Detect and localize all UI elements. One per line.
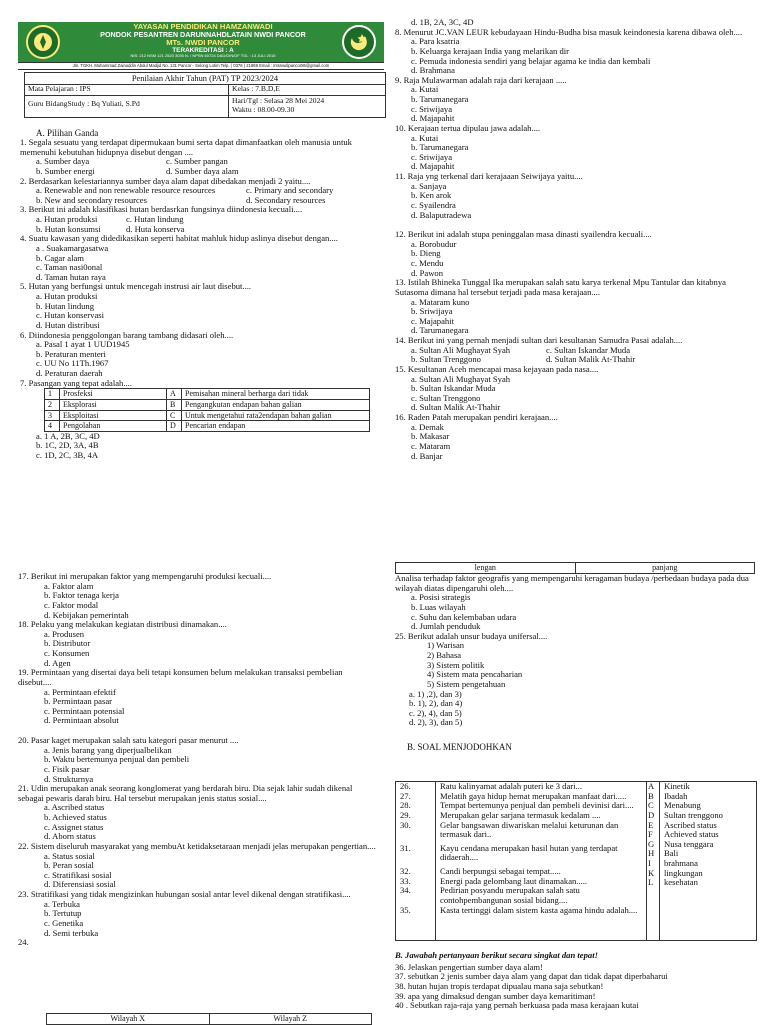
info-divider bbox=[25, 95, 385, 96]
question-6: 6. Diindonesia penggolongan barang tambang didasari oleh.... bbox=[20, 329, 234, 340]
matching-table bbox=[395, 781, 757, 941]
accreditation: TERAKREDITASI : A bbox=[172, 47, 234, 54]
table-row: 2 Eksplorasi B Pengangkutan endapan bahan galian bbox=[45, 399, 370, 410]
question-14: 14. Berikut ini yang pernah menjadi sultan dari kesultanan Samudra Pasai adalah.... bbox=[395, 335, 683, 345]
option: b. Sultan Iskandar Muda bbox=[411, 383, 496, 394]
essay-question: 38. hutan hujan tropis terdapat dipualau mana saja sebutkan! bbox=[395, 980, 604, 991]
question-3: 3. Berikut ini adalah klasifikasi hutan berdasrkan fungsinya diindonesia kecuali.... bbox=[20, 204, 303, 215]
question-24: Analisa terhadap faktor geografis yang mempengaruhi keragaman budaya /perbedaan budaya pada dua wilayah diatas dipengaruhi oleh.... bbox=[395, 573, 749, 593]
question-1-options: a. Sumber daya c. Sumber pangan bbox=[36, 156, 228, 167]
matching-answer: C Menabung bbox=[648, 800, 701, 811]
matching-row: 35. Kasta tertinggi dalam sistem kasta agama hindu adalah.... bbox=[400, 904, 638, 915]
question-4: 4. Suatu kawasan yang didedikasikan seperti habitat mahluk hidup aslinya disebut dengan.... bbox=[20, 233, 338, 244]
option: b. Tertutup bbox=[44, 908, 82, 919]
question-14-options: a. Sultan Ali Mughayat Syah c. Sultan Iskandar Muda bbox=[411, 344, 631, 355]
left-column-bottom bbox=[18, 572, 378, 948]
option: b. Dieng bbox=[411, 248, 441, 259]
matching-row: 31. Kayu cendana merupakan hasil hutan yang terdapat didaerah.... bbox=[400, 842, 618, 863]
question-5: 5. Hutan yang berfungsi untuk mencegah instrusi air laut disebut.... bbox=[20, 281, 252, 292]
option: b. Faktor tenaga kerja bbox=[44, 590, 119, 601]
matching-row: 32. Candi berpungsi sebagai tempat..... bbox=[400, 866, 561, 876]
option: c. Mataram bbox=[411, 440, 451, 451]
question-7: 7. Pasangan yang tepat adalah.... bbox=[20, 377, 132, 388]
essay-question: 37. sebutkan 2 jenis sumber daya alam yang dapat dan tidak dapat diperbaharui bbox=[395, 971, 668, 982]
option: d. Taman hutan raya bbox=[36, 271, 106, 282]
option: b. Makasar bbox=[411, 431, 450, 442]
question-7-table bbox=[44, 388, 370, 431]
option: a. Sultan Ali Mughayat Syah bbox=[411, 373, 511, 384]
matching-row: 26. Ratu kalinyamat adalah puteri ke 3 dari... bbox=[400, 781, 582, 791]
option: a. Ascribed status bbox=[44, 802, 105, 813]
option: c. Permintaan potensial bbox=[44, 705, 125, 716]
matching-row: 28. Tempat bertemunya penjual dan pembeli devinisi dari.... bbox=[400, 800, 634, 811]
question-24-table-row bbox=[395, 562, 755, 574]
matching-divider bbox=[646, 782, 647, 940]
option: a. Produsen bbox=[44, 628, 85, 639]
option: a. 1 A, 2B, 3C, 4D bbox=[36, 430, 100, 441]
school-address: Jln. TGKH. Muhammad Zainuddin Abdul Madjid No. 131 Pancor - Selong Lotim Telp. ( 0376 ) 21969 Email : mtsnwdipancor86@gmail.com bbox=[18, 62, 384, 70]
essay-section bbox=[395, 951, 757, 1011]
option: d. Majapahit bbox=[411, 161, 455, 172]
question-20: 20. Pasar kaget merupakan salah satu kategori pasar menurut .... bbox=[18, 735, 239, 745]
option: c. UU No 11Th.1967 bbox=[36, 358, 109, 369]
option: d. Semi terbuka bbox=[44, 927, 99, 938]
option: a. Jenis barang yang diperjualbelikan bbox=[44, 744, 172, 755]
question-23: 23. Stratifikasi yang tidak mengizinkan hubungan sosial antar level dikenal dengan stratifikasi.... bbox=[18, 889, 351, 899]
matching-questions bbox=[396, 782, 646, 915]
school-letterhead bbox=[18, 22, 384, 62]
option: a. Permintaan efektif bbox=[44, 686, 116, 697]
option: c. Assignet status bbox=[44, 821, 104, 832]
option: d. Banjar bbox=[411, 450, 443, 461]
school-logo-left-icon bbox=[24, 24, 62, 60]
table-row: 3 Eksploitasi C Untuk mengetahui rata2endapan bahan galian bbox=[45, 410, 370, 421]
matching-answer: B Ibadah bbox=[648, 790, 688, 801]
essay-question: 40 . Sebutkan raja-raja yang pernah berkuasa pada masa kerajaan kutai bbox=[395, 1000, 639, 1011]
option: a. Kutai bbox=[411, 132, 439, 143]
option: c. Hutan konservasi bbox=[36, 310, 105, 321]
list-item: 2) Bahasa bbox=[427, 650, 462, 660]
section-a-title: A. Pilihan Ganda bbox=[36, 128, 99, 138]
table-row: 1 Prosfeksi A Pemisahan mineral berharga dari tidak bbox=[45, 389, 370, 400]
option: c. Stratifikasi sosial bbox=[44, 869, 112, 880]
section-b-title: B. SOAL MENJODOHKAN bbox=[407, 742, 512, 752]
option: b. 1), 2), dan 4) bbox=[409, 698, 463, 709]
option: d. Pawon bbox=[411, 267, 443, 278]
option: d. Diferensiasi sosial bbox=[44, 879, 116, 890]
question-9: 9. Raja Mulawarman adalah raja dari kerajaan ..... bbox=[395, 74, 567, 85]
matching-answer: F Achieved status bbox=[648, 829, 719, 840]
option: a. Terbuka bbox=[44, 898, 80, 909]
matching-answer: H Bali bbox=[648, 848, 679, 859]
question-8: 8. Menurut JC.VAN LEUR kebudayaan Hindu-Budha bisa masuk keindonesia karena dibawa oleh.... bbox=[395, 26, 743, 37]
option: c. Pemuda indonesia sendiri yang belajar agama ke india dan kembali bbox=[411, 55, 651, 66]
question-12: 12. Berikut ini adalah stupa peninggalan masa dinasti syailendra kecuali.... bbox=[395, 229, 652, 240]
option: a. 1) ,2), dan 3) bbox=[409, 688, 462, 699]
info-divider-vertical bbox=[228, 84, 229, 117]
option: b. Tarumanegara bbox=[411, 94, 469, 104]
question-24-table-header bbox=[46, 1013, 372, 1025]
matching-answer: G Nusa tenggara bbox=[648, 838, 714, 849]
question-2-options: a. Renewable and non renewable resource resources c. Primary and secondary bbox=[36, 185, 334, 196]
matching-row: 33. Energi pada gelombang laut dinamakan..... bbox=[400, 875, 588, 886]
option: b. Luas wilayah bbox=[411, 601, 466, 612]
option: b. Peran sosial bbox=[44, 860, 94, 871]
matching-answer: D Sultan trenggono bbox=[648, 809, 723, 820]
option: b. Permintaan pasar bbox=[44, 696, 113, 707]
option: c. 2), 4), dan 5) bbox=[409, 707, 462, 718]
question-16: 16. Raden Patah merupakan pendiri kerajaan.... bbox=[395, 412, 558, 422]
option: b. Sriwijaya bbox=[411, 306, 453, 317]
question-17: 17. Berikut ini merupakan faktor yang mempengaruhi produksi kecuali.... bbox=[18, 571, 272, 581]
question-25: 25. Berikut adalah unsur budaya unifersal.... bbox=[395, 630, 548, 641]
question-1: 1. Segala sesuatu yang terdapat dipermukaan bumi serta dapat dimanfaatkan oleh manusia untuk memenuhi kebutuhan hidupnya disebut dengan .... bbox=[20, 137, 352, 157]
option: d. Strukturnya bbox=[44, 773, 94, 784]
school-logo-right-icon bbox=[340, 24, 378, 60]
option: d. Brahmana bbox=[411, 65, 455, 76]
option: d. Kebijakan pemerintah bbox=[44, 609, 129, 620]
option: d. Hutan distribusi bbox=[36, 319, 100, 330]
question-22: 22. Sistem diseluruh masyarakat yang membuAt ketidaksetaraan menjadi jelas merupakan pengertian.... bbox=[18, 840, 376, 851]
matching-row: 29. Merupakan gelar sarjana termasuk kedalam .... bbox=[400, 809, 601, 820]
option: c. Suhu dan kelembaban udara bbox=[411, 611, 517, 622]
question-13: 13. Istilah Bhineka Tunggal Ika merupakan salah satu karya terkenal Mpu Tantular dan kitabnya Sutasoma dimana hal tersebut terjadi pada masa kerajaan.... bbox=[395, 277, 726, 297]
list-item: 4) Sistem mata pencaharian bbox=[427, 669, 523, 680]
list-item: 5) Sistem pengetahuan bbox=[427, 678, 506, 689]
option: d. 1B, 2A, 3C, 4D bbox=[411, 17, 474, 27]
list-item: 3) Sistem politik bbox=[427, 659, 485, 670]
matching-answer: K lingkungan bbox=[648, 867, 703, 878]
option: c. Konsumen bbox=[44, 648, 90, 658]
option: b. Waktu bertemunya penjual dan pembeli bbox=[44, 754, 190, 765]
essay-question: 36. Jelaskan pengertian sumber daya alam! bbox=[395, 961, 543, 972]
option: b. Hutan lindung bbox=[36, 300, 95, 311]
list-item: 1) Warisan bbox=[427, 640, 465, 651]
question-24-number: 24. bbox=[18, 937, 29, 948]
matching-answer: A Kinetik bbox=[648, 781, 690, 791]
matching-answer: E Ascribed status bbox=[648, 819, 717, 830]
option: d. Majapahit bbox=[411, 113, 455, 124]
exam-teacher: Guru BidangStudy : Bq Yuliati, S.Pd bbox=[28, 99, 140, 108]
question-2: 2. Berdasarkan kelestariannya sumber daya alam dapat dibedakan menjadi 2 yaitu.... bbox=[20, 175, 311, 186]
option: c. Fisik pasar bbox=[44, 763, 90, 774]
option: b. 1C, 2D, 3A, 4B bbox=[36, 440, 99, 451]
table-row: lengan panjang bbox=[396, 563, 755, 574]
option: a. Hutan produksi bbox=[36, 291, 98, 302]
option: a. Posisi strategis bbox=[411, 592, 471, 603]
table-row: Wilayah X Wilayah Z bbox=[47, 1014, 372, 1025]
option: a . Suakamargasatwa bbox=[36, 242, 109, 253]
option: a. Sanjaya bbox=[411, 180, 447, 191]
option: b. Tarumanegara bbox=[411, 142, 469, 153]
exam-info-box bbox=[24, 72, 386, 118]
option: d. Sultan Malik At-Thahir bbox=[411, 402, 501, 413]
matching-row: 34. Pedirian posyandu merupakan salah satu contohpembangunan sosial bidang.... bbox=[400, 885, 580, 905]
option: d. Tarumanegara bbox=[411, 325, 469, 336]
option: d. Permintaan absolut bbox=[44, 715, 119, 726]
question-3-options: a. Hutan produksi c. Hutan lindung bbox=[36, 214, 184, 225]
school-line: PONDOK PESANTREN DARUNNAHDLATAIN NWDI PANCOR bbox=[100, 30, 306, 39]
essay-question: 39. apa yang dimaksud dengan sumber daya kemaritiman! bbox=[395, 990, 596, 1001]
matching-row: 30. Gelar bangsawan diwariskan melalui keturunan dan termasuk dari.. bbox=[400, 819, 619, 840]
table-row: 4 Pengolahan D Pencarian endapan bbox=[45, 421, 370, 432]
option: c. Syailendra bbox=[411, 199, 456, 210]
option: a. Status sosial bbox=[44, 850, 95, 861]
matching-row: 27. Melatih gaya hidup hemat merupakan manfaat dari..... bbox=[400, 790, 627, 801]
option: b. Cagar alam bbox=[36, 252, 84, 263]
question-15: 15. Kesultanan Aceh mencapai masa kejayaan pada nasa.... bbox=[395, 363, 599, 374]
question-21: 21. Udin merupakan anak seorang konglomerat yang berdarah biru. Dia sejak lahir sudah dikenal sebagai pewaris darah biru. Hal tersebut merupakan jenis status sosial.... bbox=[18, 783, 353, 803]
option: b. Peraturan menteri bbox=[36, 348, 106, 359]
right-column-bottom bbox=[395, 574, 757, 762]
exam-subject: Mata Pelajaran : IPS bbox=[28, 84, 91, 93]
option: c. Faktor modal bbox=[44, 599, 99, 610]
option: c. Majapahit bbox=[411, 315, 454, 326]
option: a. Pasal 1 ayat 1 UUD1945 bbox=[36, 339, 130, 350]
option: a. Kutai bbox=[411, 84, 439, 95]
school-name: MTs. NWDI PANCOR bbox=[166, 38, 240, 47]
option: c. Mendu bbox=[411, 258, 444, 268]
option: c. Taman nasi0onal bbox=[36, 262, 103, 273]
option: c. 1D, 2C, 3B, 4A bbox=[36, 449, 99, 460]
option: c. Genetika bbox=[44, 917, 84, 928]
option: d. Balaputradewa bbox=[411, 209, 472, 220]
exam-date: Hari/Tgl : Selasa 28 Mei 2024 bbox=[232, 96, 325, 105]
matching-answer: I brahmana bbox=[648, 858, 698, 868]
option: a. Para ksatria bbox=[411, 36, 460, 47]
exam-time: Waktu : 08.00-09.30 bbox=[232, 105, 295, 114]
school-numbers: NIS: 212 NSM 121 2520 3035 N. / NPSN 60724 DAD/DIN/DF TGL : 13 JULI 2015 bbox=[130, 53, 276, 58]
option: a. Mataram kuno bbox=[411, 296, 470, 307]
question-10: 10. Kerajaan tertua dipulau jawa adalah.... bbox=[395, 122, 541, 133]
left-column-top: A. Pilihan Ganda 1. Segala sesuatu yang terdapat dipermukaan bumi serta dapat dimanfaatkan oleh manusia untuk memenuhi kebutuhan hidupnya disebut dengan .... a. Sumber daya c. Sumber pangan b. Sumber energi d. Sumber daya alam 2. Berdasarkan kelestariannya sumber daya alam dapat dibedakan menjadi 2 yaitu.... a. Renewable and non renewable resource resources c. Primary and secondary b. New and secondary resources d. Secondary resources 3. Berikut ini adalah klasifikasi hutan berdasrkan fungsinya diindonesia kecuali.... a. Hutan produksi c. Hutan lindung b. Hutan konsumsi d. Huta konserva 4. Suatu kawasan yang didedikasikan seperti habitat mahluk hidup aslinya disebut dengan.... a . Suakamargasatwa b. Cagar alam c. Taman nasi0onal d. Taman hutan raya 5. Hutan yang berfungsi untuk mencegah instrusi air laut disebut.... a. Hutan produksi b. Hutan lindung c. Hutan konservasi d. Hutan distribusi 6. Diindonesia penggolongan barang tambang didasari oleh.... a. Pasal 1 ayat 1 UUD1945 b. Peraturan menteri c. UU No 11Th.1967 d. Peraturan daerah 7. Pasangan yang tepat adalah.... 1 Prosfeksi A Pemisahan mineral berharga dari tidak 2 Eksplorasi B Pengangkutan endapan bahan galian 3 Eksploitasi C Untuk mengetahui rata2endapan bahan galian 4 Pengolahan D Pencarian endapan a. 1 A, 2B, 3C, 4D b. 1C, 2D, 3A, 4B c. 1D, 2C, 3B, 4A bbox=[20, 128, 380, 461]
option: d. Jumlah penduduk bbox=[411, 621, 481, 632]
option: c. Sultan Trenggono bbox=[411, 392, 481, 403]
question-19: 19. Permintaan yang disertai daya beli tetapi konsumen belum melakukan transaksi pembelian disebut.... bbox=[18, 667, 343, 687]
exam-title: Penilaian Akhir Tahun (PAT) TP 2023/2024 bbox=[25, 73, 385, 85]
option: d. Aborn status bbox=[44, 831, 96, 842]
question-18: 18. Pelaku yang melakukan kegiatan distribusi dinamakan.... bbox=[18, 619, 227, 630]
option: d. 2), 3), dan 5) bbox=[409, 717, 463, 728]
foundation-name: YAYASAN PENDIDIKAN HAMZANWADI bbox=[133, 22, 273, 31]
option: b. Ken arok bbox=[411, 190, 452, 201]
option: a. Borobudur bbox=[411, 238, 457, 249]
matching-answer: L kesehatan bbox=[648, 877, 698, 888]
section-c-title: B. Jawabah pertanyaan berikut secara singkat dan tepat! bbox=[395, 950, 598, 960]
option: d. Peraturan daerah bbox=[36, 368, 103, 379]
option: a. Demak bbox=[411, 421, 444, 432]
option: d. Agen bbox=[44, 657, 71, 668]
option: c. Sriwijaya bbox=[411, 103, 453, 114]
option: c. Sriwijaya bbox=[411, 151, 453, 162]
option: b. Distributor bbox=[44, 638, 91, 649]
option: b. Achieved status bbox=[44, 812, 107, 822]
option: a. Faktor alam bbox=[44, 580, 94, 591]
exam-class: Kelas : 7.B,D,E bbox=[232, 84, 280, 93]
matching-answers bbox=[648, 782, 754, 888]
option: b. Keluarga kerajaan India yang melarikan dir bbox=[411, 45, 570, 56]
question-11: 11. Raja yng terkenal dari kerajaaan Seiwijaya yaitu.... bbox=[395, 171, 583, 181]
right-column-top: d. 1B, 2A, 3C, 4D 8. Menurut JC.VAN LEUR kebudayaan Hindu-Budha bisa masuk keindonesia karena dibawa oleh.... a. Para ksatria b. Keluarga kerajaan India yang melarikan dir c. Pemuda indonesia sendiri yang belajar agama ke india dan kembali d. Brahmana 9. Raja Mulawarman adalah raja dari kerajaan ..... a. Kutai b. Tarumanegara c. Sriwijaya d. Majapahit 10. Kerajaan tertua dipulau jawa adalah.... a. Kutai b. Tarumanegara c. Sriwijaya d. Majapahit 11. Raja yng terkenal dari kerajaaan Seiwijaya yaitu.... a. Sanjaya b. Ken arok c. Syailendra d. Balaputradewa 12. Berikut ini adalah stupa peninggalan masa dinasti syailendra kecuali.... a. Borobudur b. Dieng c. Mendu d. Pawon 13. Istilah Bhineka Tunggal Ika merupakan salah satu karya terkenal Mpu Tantular dan kitabnya Sutasoma dimana hal tersebut terjadi pada masa kerajaan.... a. Mataram kuno b. Sriwijaya c. Majapahit d. Tarumanegara 14. Berikut ini yang pernah menjadi sultan dari kesultanan Samudra Pasai adalah.... a. Sultan Ali Mughayat Syah c. Sultan Iskandar Muda b. Sultan Trenggono d. Sultan Malik At-Thahir 15. Kesultanan Aceh mencapai masa kejayaan pada nasa.... a. Sultan Ali Mughayat Syah b. Sultan Iskandar Muda c. Sultan Trenggono d. Sultan Malik At-Thahir 16. Raden Patah merupakan pendiri kerajaan.... a. Demak b. Makasar c. Mataram d. Banjar bbox=[395, 18, 755, 461]
